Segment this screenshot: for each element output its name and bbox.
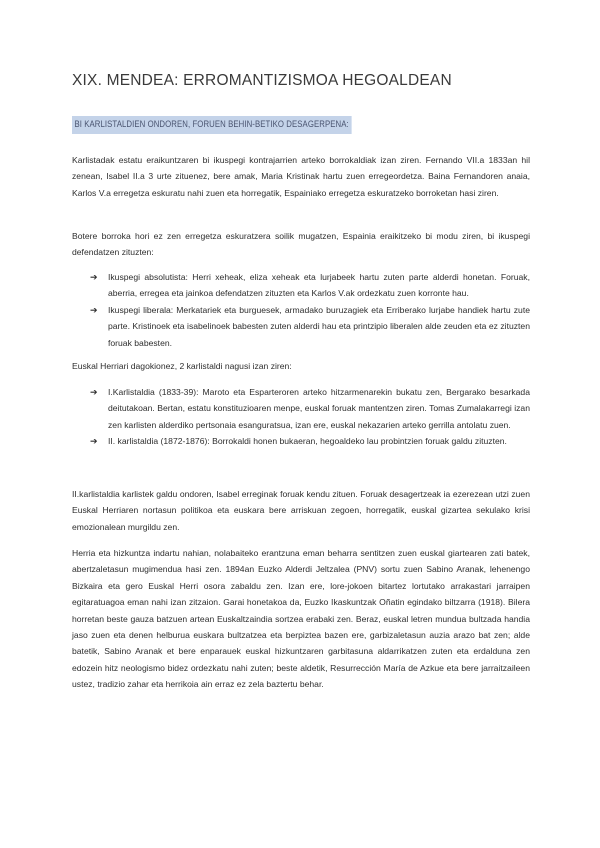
list-item-text: I.Karlistaldia (1833-39): Maroto eta Esparteroren arteko hitzarmenarekin bukatu zen, Bergarako besarkada deitutakoan. Bertan, estatu konstituzioaren menpe, euskal foruak mantentzen ziren. Tomas Zumalakarregi izan zen karlisten alderdiko pertsonaia esanguratsua, izan ere, euskal nekazarien arteko gerrilla antolatu zuen. [108,387,530,430]
karlistaldi-list [72,384,530,450]
list-item [72,302,530,351]
arrow-icon: ➔ [90,387,98,397]
list-item-text: II. karlistaldia (1872-1876): Borrokaldi honen bukaeran, hegoaldeko lau probintzien foruak galdu zituzten. [108,436,507,447]
section-heading: BI KARLISTALDIEN ONDOREN, FORUEN BEHIN-BETIKO DESAGERPENA: [72,116,351,134]
list-item [72,269,530,302]
list-item-text: Ikuspegi absolutista: Herri xeheak, eliza xeheak eta lurjabeek hartu zuten parte alderdi honetan. Foruak, aberria, erregea eta jainkoa defendatzen zituzten eta Karlos V.ak ordezkatu zuen korronte hau. [108,272,530,299]
arrow-icon: ➔ [90,436,98,447]
paragraph-foruak: II.karlistaldia karlistek galdu ondoren, Isabel erreginak foruak kendu zituen. Foruak desagertzeak ia ezerezean utzi zuen Euskal Herriaren nortasun politikoa eta euskara bere arriskuan zegoen, horregatik, euskal gizartea sekulako krisi emozionalean murgildu zen. [72,489,530,532]
paragraph-karlistaldiak: Euskal Herriari dagokionez, 2 karlistaldi nagusi izan ziren: [72,361,292,371]
arrow-icon: ➔ [90,272,98,282]
list-item-text: Ikuspegi liberala: Merkatariek eta burguesek, armadako buruzagiek eta Erriberako lurjabe handiek hartu zute parte. Kristinoek eta isabelinoek babesten zuten alderdi hau eta printzipio liberalen alde zeuden eta ez zituzten foruak babesten. [108,304,530,348]
list-item [72,433,530,449]
list-item [72,384,530,433]
paragraph-intro: Karlistadak estatu eraikuntzaren bi ikuspegi kontrajarrien arteko borrokaldiak izan ziren. Fernando VII.a 1833an hil zenean, Isabel II.a 3 urte zituenez, bere amak, Maria Kristinak hartu zuen erregeordetza. Baina Fernandoren anaia, Karlos V.a erregetza eskuratu nahi zuen eta horregatik, Espainiako erregetza eskuratzeko borroketan hasi ziren. [72,155,530,198]
paragraph-borroka: Botere borroka hori ez zen erregetza eskuratzera soilik mugatzen, Espainia eraikitzeko bi modu ziren, bi ikuspegi defendatzen zituzten: [72,231,530,258]
ikuspegi-list [72,269,530,351]
paragraph-abertzaletasuna: Herria eta hizkuntza indartu nahian, nolabaiteko erantzuna eman beharra sentitzen zuen euskal giartearen zati batek, abertzaletasun mugimendua hasi zen. 1894an Euzko Alderdi Jeltzalea (PNV) sortu zuen Sabino Aranak, lehenengo Bizkaira eta gero Euskal Herri osora zabaldu zen. Izan ere, lore-jokoen bitartez lortutako arrakastari jarraipen egitaratuagoa eman nahi izan zitzaion. Garai honetakoa da, Euzko Ikaskuntzak Oñatin egindako biltzarra (1918). Bilera horretan beste gauza batzuen artean Euskaltzaindia sortzea erabaki zen. Beraz, euskal letren mundua bultzada handia jaso zuen eta denen helburua euskara bultzatzea eta berpiztea bazen ere, garbizaletasun auzia arazo bat zen; alde batetik, Sabino Aranak et bere enparauek euskal hizkuntzaren garbitasuna aldarrikatzen zuten eta erdalduna zen edozein hitz neologismo bidez ordezkatu nahi zuten; beste aldetik, Resurrección María de Azkue eta bere jarraitzaileen ustez, tradizio zahar eta herrikoia ain erraz ez zela baztertu behar. [72,548,530,690]
arrow-icon: ➔ [90,304,98,315]
page-title: XIX. MENDEA: ERROMANTIZISMOA HEGOALDEAN [72,72,452,89]
